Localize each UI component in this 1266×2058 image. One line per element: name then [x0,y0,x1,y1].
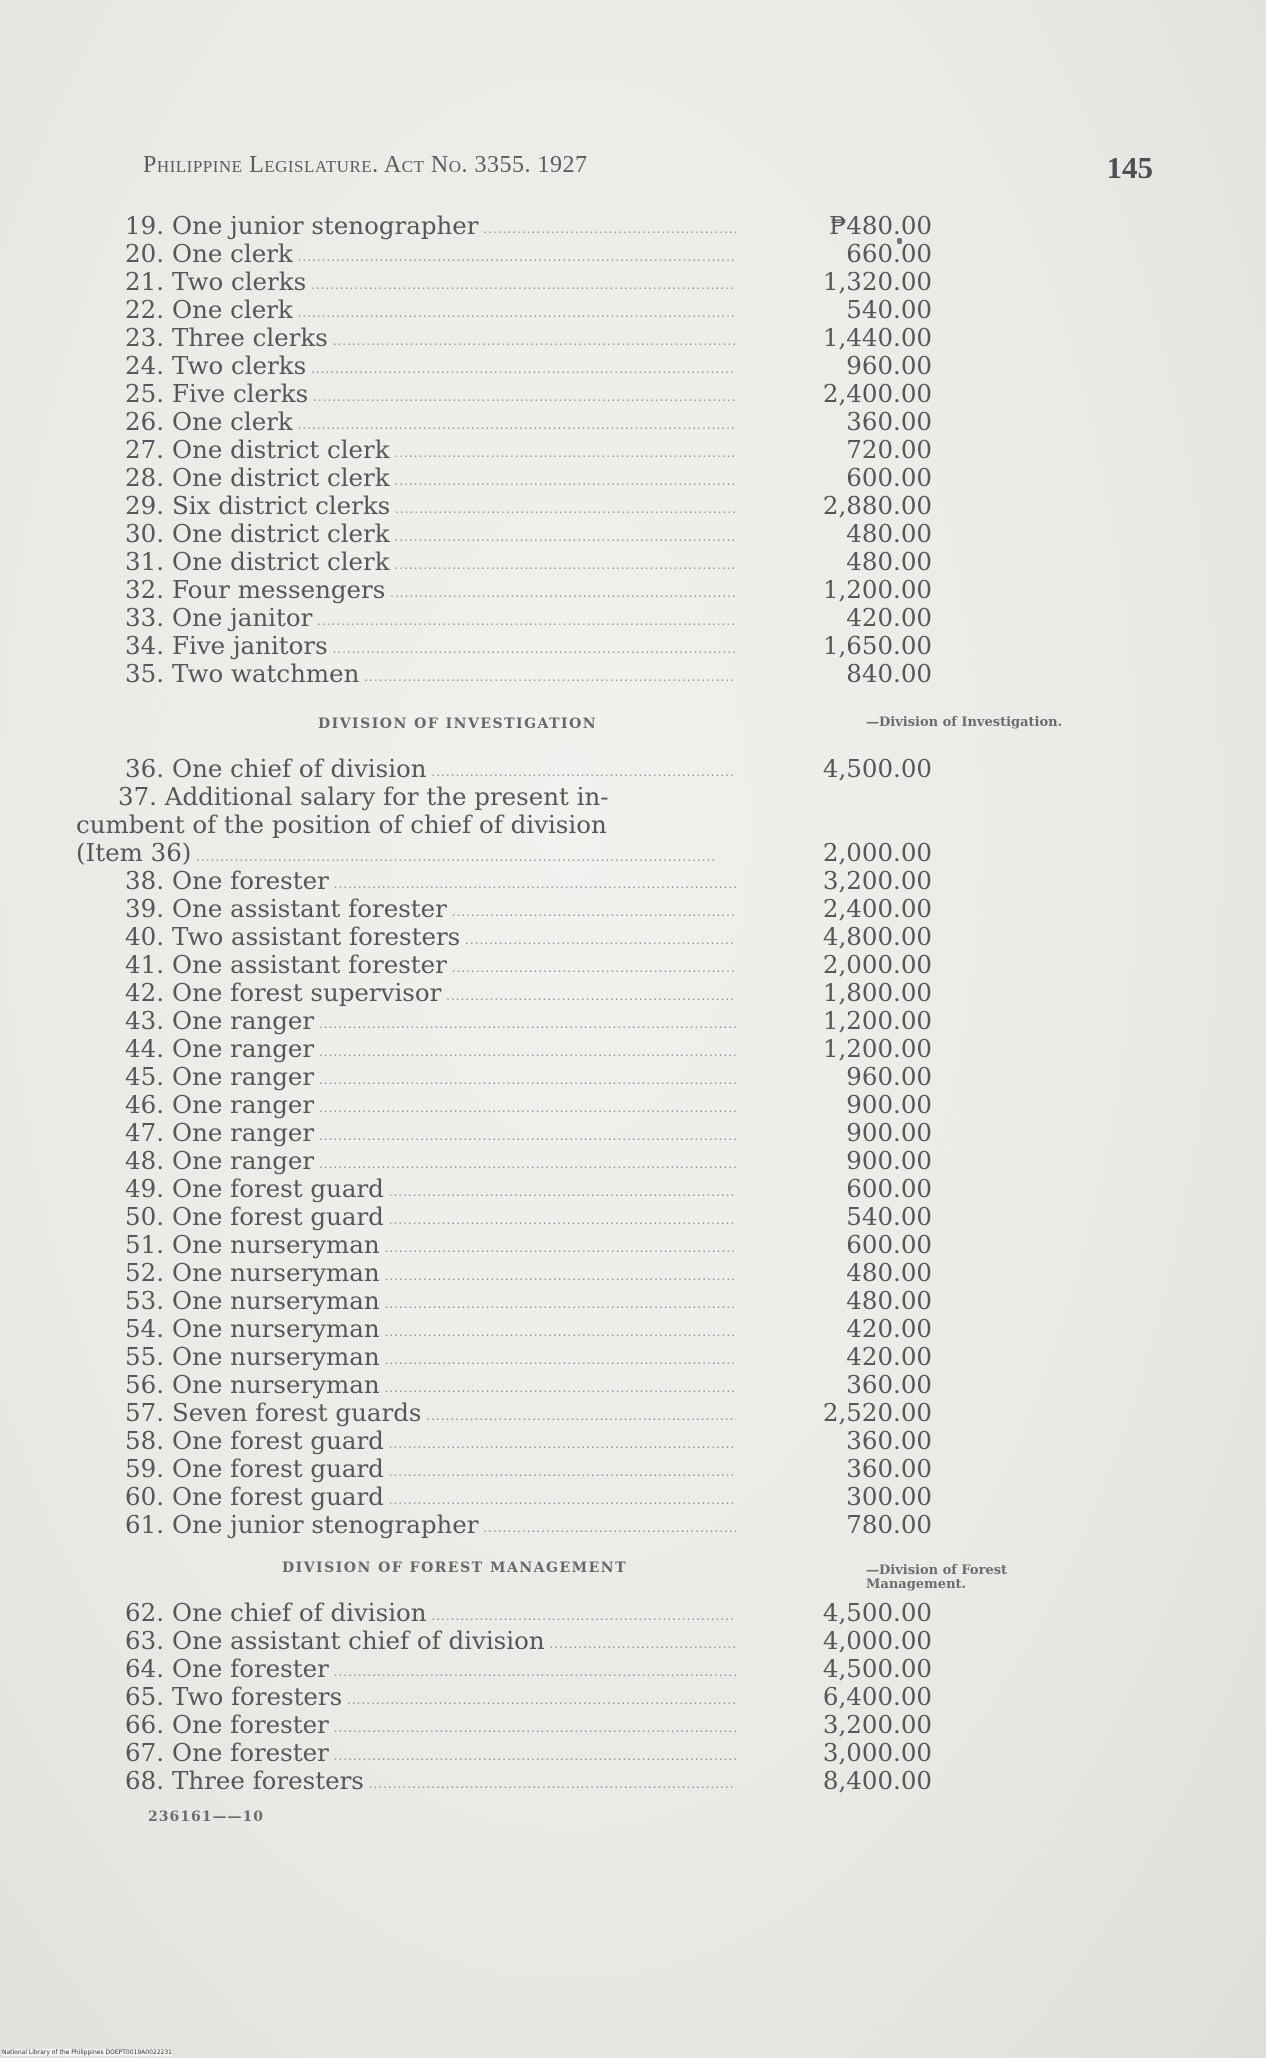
item-amount: 300.00 [846,1482,932,1511]
item-number: 25. [125,379,164,408]
item-amount: 600.00 [846,463,932,492]
line-item [76,866,932,895]
item-amount: 1,320.00 [822,267,932,296]
item-number: 30. [125,519,164,548]
item-amount: 480.00 [846,519,932,548]
line-item [76,1398,932,1427]
line-item [76,575,932,604]
item-description: One clerk ..... [172,296,736,327]
item-amount: 4,000.00 [822,1626,932,1655]
item-number: 60. [125,1482,164,1511]
item-amount: 360.00 [846,1454,932,1483]
line-item [76,519,932,548]
line-item [76,1654,932,1683]
item-number: 45. [125,1062,164,1091]
line-item [76,1682,932,1711]
item-number: 41. [125,950,164,979]
page-header [143,150,1153,190]
item-number: 49. [125,1174,164,1203]
item-description: One forest guard ..... [172,1483,736,1514]
item-description: One assistant chief of division ..... [172,1627,736,1658]
item-description: One forester ..... [172,1655,736,1686]
line-item [76,295,932,324]
item-description: Two clerks ..... [172,352,736,383]
line-item [76,1314,932,1343]
item-amount: 1,440.00 [822,323,932,352]
item-description: One forester ..... [172,1739,736,1770]
item-description: One district clerk ..... [172,548,736,579]
scan-credit: National Library of the Philippines DOEPT0019A0022231 [2,2049,172,2056]
line-item [76,1062,932,1091]
item-amount: 3,000.00 [822,1738,932,1767]
line-item [76,754,932,783]
item-description: One ranger ..... [172,1119,736,1150]
line-item [76,1286,932,1315]
item-description: Three clerks ..... [172,324,736,355]
line-item [76,1090,932,1119]
item-amount: 900.00 [846,1118,932,1147]
item-description: One janitor ..... [172,604,736,635]
line-item [76,1426,932,1455]
item-description: One clerk ..... [172,408,736,439]
item-description: One forest supervisor ..... [172,979,736,1010]
line-item [76,267,932,296]
item-number: 68. [125,1766,164,1795]
item-amount: 4,500.00 [822,754,932,783]
item-number: 64. [125,1654,164,1683]
line-item [76,1146,932,1175]
item-number: 59. [125,1454,164,1483]
item-amount: 480.00 [846,547,932,576]
item-amount: 360.00 [846,1370,932,1399]
item-description: Two assistant foresters ..... [172,923,736,954]
line-item [76,1258,932,1287]
item-description: One forest guard ..... [172,1203,736,1234]
item-37-line-1: 37. Additional salary for the present in- [118,782,609,811]
item-description: One chief of division ..... [172,1599,736,1630]
item-description: One forest guard ..... [172,1427,736,1458]
line-item [76,922,932,951]
footer-signature-code: 236161——10 [148,1809,264,1825]
item-number: 55. [125,1342,164,1371]
item-description: Three foresters ..... [172,1767,736,1798]
item-description: One ranger ..... [172,1035,736,1066]
item-description: Two watchmen ..... [172,660,736,691]
item-number: 47. [125,1118,164,1147]
item-description: One ranger ..... [172,1147,736,1178]
item-number: 19. [125,211,164,240]
item-description: One junior stenographer ..... [172,212,736,243]
line-item [76,547,932,576]
item-number: 22. [125,295,164,324]
item-amount: 1,200.00 [822,1034,932,1063]
item-description: One nurseryman ..... [172,1315,736,1346]
item-amount: 4,500.00 [822,1654,932,1683]
item-amount: 6,400.00 [822,1682,932,1711]
line-item [76,1342,932,1371]
line-item [76,351,932,380]
item-amount: 8,400.00 [822,1766,932,1795]
item-description: Five janitors ..... [172,632,736,663]
line-item [76,978,932,1007]
line-item [76,1710,932,1739]
line-item [76,1454,932,1483]
item-number: 28. [125,463,164,492]
item-amount: 2,400.00 [822,379,932,408]
item-description: One district clerk ..... [172,464,736,495]
item-description: Five clerks ..... [172,380,736,411]
item-amount: 600.00 [846,1230,932,1259]
item-amount: 420.00 [846,603,932,632]
item-number: 42. [125,978,164,1007]
item-number: 65. [125,1682,164,1711]
item-description: One nurseryman ..... [172,1343,736,1374]
item-amount: 900.00 [846,1146,932,1175]
item-number: 35. [125,659,164,688]
item-description: One assistant forester ..... [172,951,736,982]
line-item [76,1006,932,1035]
line-item [76,239,932,268]
block-2b-entries [76,866,932,1539]
item-number: 62. [125,1598,164,1627]
item-description: One assistant forester ..... [172,895,736,926]
item-description: One chief of division ..... [172,755,736,786]
line-item [76,435,932,464]
line-item [76,950,932,979]
block-3-entries [76,1598,932,1795]
line-item [76,491,932,520]
item-amount: 2,000.00 [822,950,932,979]
item-37-line-3: (Item 36) ..... [76,838,716,867]
item-number: 33. [125,603,164,632]
item-amount: ₱480.00 [828,211,932,240]
line-item [76,1202,932,1231]
item-description: Four messengers ..... [172,576,736,607]
block-2a-entries [76,754,932,783]
item-number: 38. [125,866,164,895]
item-description: One forester ..... [172,867,736,898]
item-description: One ranger ..... [172,1091,736,1122]
item-description: Seven forest guards ..... [172,1399,736,1430]
item-37 [76,782,932,871]
item-number: 61. [125,1510,164,1539]
item-number: 29. [125,491,164,520]
item-amount: 420.00 [846,1342,932,1371]
line-item [76,659,932,688]
item-number: 26. [125,407,164,436]
page-number: 145 [1106,150,1153,185]
item-amount: 2,880.00 [822,491,932,520]
item-amount: 480.00 [846,1258,932,1287]
line-item [76,211,932,240]
item-number: 57. [125,1398,164,1427]
line-item [76,463,932,492]
item-number: 34. [125,631,164,660]
item-number: 56. [125,1370,164,1399]
item-amount: 4,800.00 [822,922,932,951]
item-amount: 1,650.00 [822,631,932,660]
line-item [76,379,932,408]
line-item [76,1738,932,1767]
line-item [76,1626,932,1655]
item-description: Two clerks ..... [172,268,736,299]
item-amount: 600.00 [846,1174,932,1203]
item-number: 48. [125,1146,164,1175]
item-description: One district clerk ..... [172,520,736,551]
line-item [76,1034,932,1063]
item-description: One district clerk ..... [172,436,736,467]
item-description: One forester ..... [172,1711,736,1742]
item-amount: 660.00 [846,239,932,268]
item-number: 52. [125,1258,164,1287]
item-amount: 2,400.00 [822,894,932,923]
item-number: 20. [125,239,164,268]
item-amount: 2,520.00 [822,1398,932,1427]
item-amount: 480.00 [846,1286,932,1315]
item-amount: 360.00 [846,407,932,436]
item-number: 44. [125,1034,164,1063]
line-item [76,1370,932,1399]
item-number: 43. [125,1006,164,1035]
item-number: 53. [125,1286,164,1315]
item-description: One nurseryman ..... [172,1231,736,1262]
item-amount: 900.00 [846,1090,932,1119]
item-amount: 3,200.00 [822,1710,932,1739]
item-description: One nurseryman ..... [172,1259,736,1290]
item-description: One junior stenographer ..... [172,1511,736,1542]
item-description: One clerk ..... [172,240,736,271]
item-number: 21. [125,267,164,296]
item-amount: 1,800.00 [822,978,932,1007]
item-number: 36. [125,754,164,783]
item-number: 63. [125,1626,164,1655]
item-number: 23. [125,323,164,352]
item-amount: 1,200.00 [822,575,932,604]
line-item [76,407,932,436]
item-number: 58. [125,1426,164,1455]
line-item [76,894,932,923]
item-amount: 960.00 [846,1062,932,1091]
item-number: 31. [125,547,164,576]
item-number: 51. [125,1230,164,1259]
item-amount: 360.00 [846,1426,932,1455]
item-amount: 420.00 [846,1314,932,1343]
line-item [76,1766,932,1795]
item-number: 27. [125,435,164,464]
item-number: 66. [125,1710,164,1739]
line-item [76,631,932,660]
line-item [76,1230,932,1259]
line-item [76,1118,932,1147]
item-description: One forest guard ..... [172,1455,736,1486]
line-item [76,1598,932,1627]
item-amount: 4,500.00 [822,1598,932,1627]
item-number: 46. [125,1090,164,1119]
item-amount: 720.00 [846,435,932,464]
item-description: One nurseryman ..... [172,1287,736,1318]
item-amount: 540.00 [846,1202,932,1231]
line-item [76,1174,932,1203]
item-description: Six district clerks ..... [172,492,736,523]
line-item [76,323,932,352]
section-heading-investigation: DIVISION OF INVESTIGATION [318,716,598,732]
item-description: One forest guard ..... [172,1175,736,1206]
section-heading-forest-management: DIVISION OF FOREST MANAGEMENT [282,1560,628,1576]
item-37-amount: 2,000.00 [822,838,932,867]
margin-note-investigation: —Division of Investigation. [866,715,1063,730]
item-description: One nurseryman ..... [172,1371,736,1402]
item-description: One ranger ..... [172,1063,736,1094]
line-item [76,603,932,632]
item-amount: 3,200.00 [822,866,932,895]
block-1-entries [76,211,932,688]
line-item [76,1510,932,1539]
item-amount: 840.00 [846,659,932,688]
item-number: 32. [125,575,164,604]
item-amount: 960.00 [846,351,932,380]
item-number: 54. [125,1314,164,1343]
item-amount: 1,200.00 [822,1006,932,1035]
item-number: 24. [125,351,164,380]
line-item [76,1482,932,1511]
item-number: 67. [125,1738,164,1767]
item-number: 50. [125,1202,164,1231]
item-amount: 780.00 [846,1510,932,1539]
margin-note-forest-management: —Division of Forest Management. [866,1563,1008,1592]
item-description: One ranger ..... [172,1007,736,1038]
item-number: 39. [125,894,164,923]
item-37-line-2: cumbent of the position of chief of division [76,810,607,839]
item-description: Two foresters ..... [172,1683,736,1714]
running-head: Philippine Legislature. Act No. 3355. 1927 [143,152,588,178]
item-amount: 540.00 [846,295,932,324]
item-number: 40. [125,922,164,951]
